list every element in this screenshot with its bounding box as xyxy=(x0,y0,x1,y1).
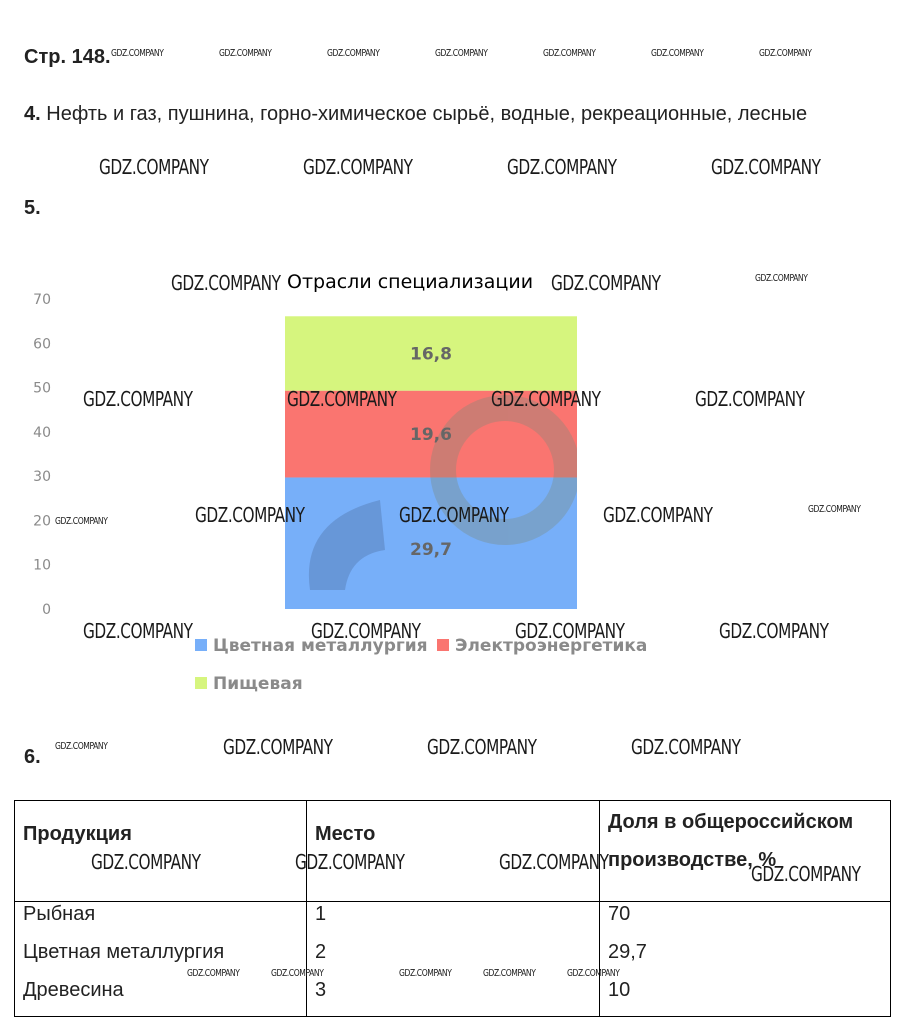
legend-label: Электроэнергетика xyxy=(455,636,648,656)
watermark-text: GDZ.COMPANY xyxy=(55,741,108,752)
watermark-text: GDZ.COMPANY xyxy=(603,503,713,527)
cell-share: 29,7 xyxy=(608,941,647,963)
y-tick-label: 40 xyxy=(33,424,51,441)
watermark-text: GDZ.COMPANY xyxy=(651,48,704,59)
y-tick-label: 50 xyxy=(33,380,51,397)
watermark-text: GDZ.COMPANY xyxy=(303,155,413,179)
watermark-text: GDZ.COMPANY xyxy=(399,503,509,527)
cell-place: 3 xyxy=(307,978,600,1017)
watermark-text: GDZ.COMPANY xyxy=(195,503,305,527)
y-tick-label: 30 xyxy=(33,469,51,486)
legend-label: Пищевая xyxy=(213,674,303,694)
watermark-text: GDZ.COMPANY xyxy=(543,48,596,59)
watermark-text: GDZ.COMPANY xyxy=(499,850,609,874)
watermark-text: GDZ.COMPANY xyxy=(219,48,272,59)
chart-legend xyxy=(195,636,647,694)
y-axis xyxy=(33,292,51,618)
watermark-text: GDZ.COMPANY xyxy=(399,968,452,979)
table-row xyxy=(15,978,891,1017)
data-label: 29,7 xyxy=(410,540,452,561)
watermark-text: GDZ.COMPANY xyxy=(99,155,209,179)
watermark-text: GDZ.COMPANY xyxy=(271,968,324,979)
watermark-text: GDZ.COMPANY xyxy=(327,48,380,59)
cell-product: Цветная металлургия xyxy=(15,940,307,978)
cell-product: Рыбная xyxy=(15,902,307,941)
production-table xyxy=(14,800,891,1017)
cell-product: Древесина xyxy=(15,978,307,1017)
watermark-text: GDZ.COMPANY xyxy=(551,271,661,295)
watermark-text: GDZ.COMPANY xyxy=(111,48,164,59)
answer-6-number: 6. xyxy=(24,746,41,768)
y-tick-label: 10 xyxy=(33,557,51,574)
chart-title: Отрасли специализации xyxy=(287,271,534,293)
page-reference: Стр. 148. xyxy=(24,46,111,68)
specialization-chart xyxy=(0,250,906,720)
answer-4 xyxy=(24,94,881,134)
y-tick-label: 0 xyxy=(42,602,51,618)
table-row xyxy=(15,902,891,941)
watermark-text: GDZ.COMPANY xyxy=(187,968,240,979)
cell-place: 1 xyxy=(307,902,600,941)
watermark-text: GDZ.COMPANY xyxy=(435,48,488,59)
watermark-text: GDZ.COMPANY xyxy=(83,619,193,643)
table-row xyxy=(15,940,891,978)
watermark-text: GDZ.COMPANY xyxy=(755,273,808,284)
watermark-text: GDZ.COMPANY xyxy=(759,48,812,59)
header-product: Продукция xyxy=(15,801,307,902)
watermark-text: GDZ.COMPANY xyxy=(55,516,108,527)
data-label: 19,6 xyxy=(410,425,452,446)
watermark-text: GDZ.COMPANY xyxy=(695,387,805,411)
cell-share: 70 xyxy=(608,903,631,925)
watermark-text: GDZ.COMPANY xyxy=(711,155,821,179)
watermark-text: GDZ.COMPANY xyxy=(719,619,829,643)
watermark-text: GDZ.COMPANY xyxy=(91,850,201,874)
watermark-text: GDZ.COMPANY xyxy=(295,850,405,874)
legend-swatch xyxy=(195,677,207,689)
legend-swatch xyxy=(437,639,449,651)
answer-4-number: 4. xyxy=(24,103,41,125)
watermark-text: GDZ.COMPANY xyxy=(287,387,397,411)
watermark-text: GDZ.COMPANY xyxy=(751,862,861,886)
watermark-text: GDZ.COMPANY xyxy=(483,968,536,979)
watermark-text: GDZ.COMPANY xyxy=(491,387,601,411)
header-place: Место xyxy=(307,801,600,902)
watermark-text: GDZ.COMPANY xyxy=(567,968,620,979)
legend-swatch xyxy=(195,639,207,651)
data-label: 16,8 xyxy=(410,344,452,365)
watermark-text: GDZ.COMPANY xyxy=(507,155,617,179)
watermark-text: GDZ.COMPANY xyxy=(808,504,861,515)
watermark-text: GDZ.COMPANY xyxy=(311,619,421,643)
cell-share: 10 xyxy=(608,979,631,1001)
watermark-text: GDZ.COMPANY xyxy=(83,387,193,411)
watermark-text: GDZ.COMPANY xyxy=(515,619,625,643)
y-tick-label: 20 xyxy=(33,513,51,530)
answer-5-number: 5. xyxy=(24,197,41,219)
watermark-text: GDZ.COMPANY xyxy=(171,271,281,295)
y-tick-label: 70 xyxy=(33,292,51,308)
legend-label: Цветная металлургия xyxy=(213,636,428,656)
answer-4-text: Нефть и газ, пушнина, горно-химическое сырьё, водные, рекреационные, лесные xyxy=(46,103,808,125)
header-share: Доля в общероссийском производстве, % xyxy=(600,801,891,902)
watermark-text: GDZ.COMPANY xyxy=(427,735,537,759)
y-tick-label: 60 xyxy=(33,336,51,353)
watermark-text: GDZ.COMPANY xyxy=(223,735,333,759)
watermark-text: GDZ.COMPANY xyxy=(631,735,741,759)
cell-place: 2 xyxy=(307,940,600,978)
